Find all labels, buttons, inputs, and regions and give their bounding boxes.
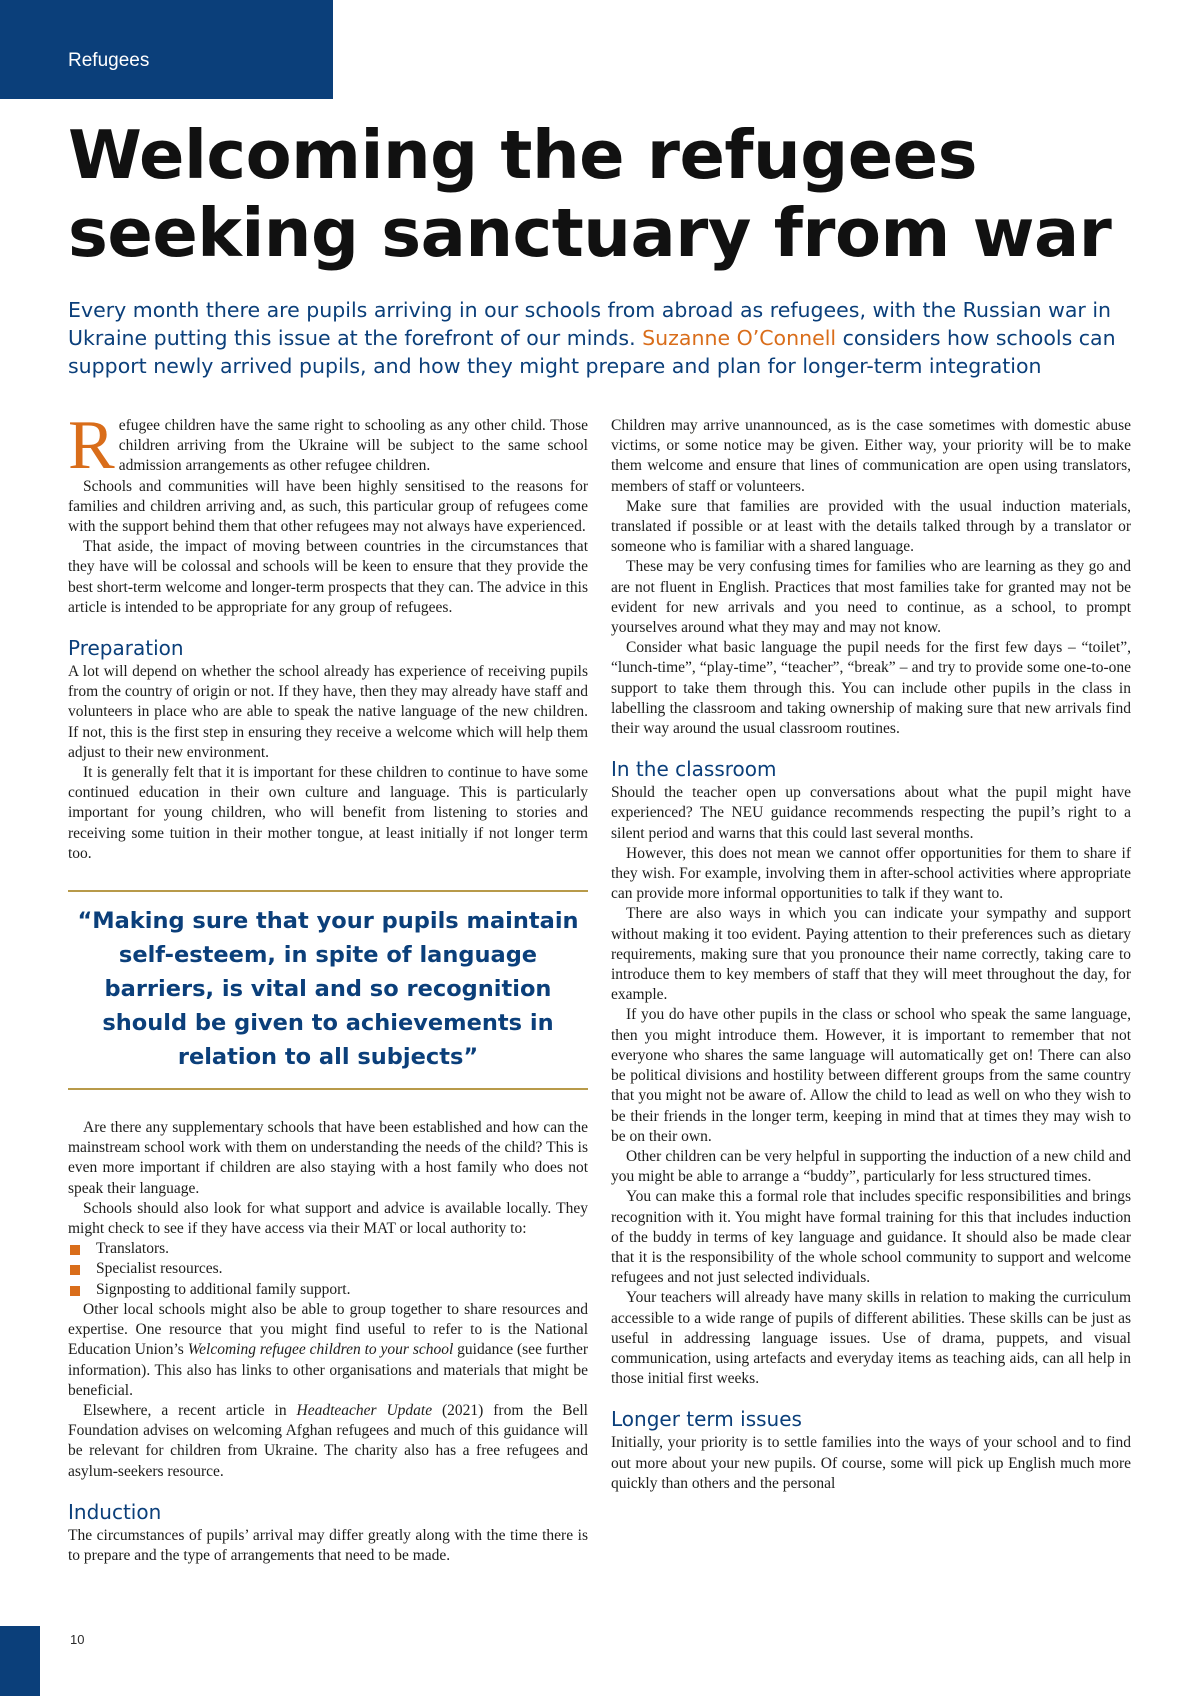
body-paragraph: You can make this a formal role that includes specific responsibilities and brings recognition with it. You might have formal training for this that includes induction of the buddy in terms of key language and guidance. It should also be made clear that it is the responsibility of the whole school community to support and welcome refugees and not just selected individuals.: [611, 1188, 1131, 1287]
pull-quote: “Making sure that your pupils maintain self-esteem, in spite of language barriers, is vital and so recognition should be given to achievements in relation to all subjects”: [68, 890, 588, 1090]
body-paragraph: Initially, your priority is to settle families into the ways of your school and to find out more about your new pupils. Of course, some will pick up English much more quickly than others and the personal: [611, 1434, 1131, 1492]
body-paragraph: However, this does not mean we cannot offer opportunities for them to share if they wish. For example, involving them in after-school activities where appropriate can provide more informal opportunities to talk if they want to.: [611, 844, 1131, 903]
support-list: [68, 1239, 588, 1300]
section-label: Refugees: [68, 50, 150, 71]
body-paragraph: The circumstances of pupils’ arrival may differ greatly along with the time there is to prepare and the type of arrangements that need to be made.: [68, 1526, 588, 1564]
intro-text: efugee children have the same right to schooling as any other child. Those children arriving from the Ukraine will be subject to the same school admission arrangements as other refugee children.: [118, 417, 588, 475]
body-paragraph: These may be very confusing times for families who are learning as they go and are not fluent in English. Practices that most families take for granted may not be evident for new arrivals and you need to continue, as a school, to prompt yourselves around what they may and may not know.: [611, 558, 1131, 637]
heading-in-the-classroom: In the classroom: [611, 757, 777, 782]
text-run: Elsewhere, a recent article in: [83, 1401, 297, 1419]
standfirst-lead: Every month there are pupils arriving in our schools from abroad as refugees, with the Russian war in Ukraine putting this issue at the forefront of our minds.: [68, 298, 1112, 350]
right-column: [611, 416, 1131, 1494]
article-title: Welcoming the refugees seeking sanctuary from war: [68, 116, 1112, 272]
publication-title: Headteacher Update: [296, 1401, 433, 1419]
left-column: [68, 407, 588, 1566]
body-paragraph: That aside, the impact of moving between countries in the circumstances that they have will be colossal and schools will be keen to ensure that they provide the best short-term welcome and longer-term prospects that they can. The advice in this article is intended to be appropriate for any group of refugees.: [68, 538, 588, 616]
body-paragraph: Make sure that families are provided with the usual induction materials, translated if possible or at least with the details talked through by a translator or someone who is familiar with a shared language.: [611, 497, 1131, 556]
body-paragraph: There are also ways in which you can indicate your sympathy and support without making it too evident. Paying attention to their preferences such as dietary requirements, making sure that you pronounce their name correctly, taking care to introduce them to key members of staff that they will meet throughout the day, for example.: [611, 905, 1131, 1004]
text-run: guidance (see further information). This also has links to other organisations and materials that might be beneficial.: [68, 1341, 588, 1399]
text-run: Other local schools might also be able to group together to share resources and expertise. One resource that you might find useful to refer to is the National Education Union’s: [68, 1300, 588, 1359]
body-paragraph: Schools and communities will have been highly sensitised to the reasons for families and children arriving and, as such, this particular group of refugees come with the support behind them that other refugees may not always have experienced.: [68, 477, 588, 536]
heading-induction: Induction: [68, 1499, 162, 1524]
publication-title: Welcoming refugee children to your school: [187, 1341, 454, 1359]
body-paragraph: Are there any supplementary schools that have been established and how can the mainstream school work with them on understanding the needs of the child? This is even more important if children are also staying with a host family who does not speak their language.: [68, 1119, 588, 1197]
text-run: (2021) from the Bell Foundation advises on welcoming Afghan refugees and much of this guidance will be relevant for children from Ukraine. The charity also has a free refugees and asylum-seekers resource.: [68, 1401, 588, 1480]
author-name: Suzanne O’Connell: [642, 326, 837, 350]
standfirst: [68, 296, 1138, 380]
intro-paragraph: [68, 407, 588, 484]
heading-preparation: Preparation: [68, 636, 184, 661]
body-paragraph: Children may arrive unannounced, as is the case sometimes with domestic abuse victims, or some notice may be given. Either way, your priority will be to make them welcome and ensure that lines of communication are open using translators, members of staff or volunteers.: [611, 417, 1131, 495]
body-paragraph: Should the teacher open up conversations about what the pupil might have experienced? The NEU guidance recommends respecting the pupil’s right to a silent period and warns that this could last several months.: [611, 784, 1131, 842]
body-paragraph: Other children can be very helpful in supporting the induction of a new child and you might be able to arrange a “buddy”, particularly for less structured times.: [611, 1147, 1131, 1186]
body-paragraph: [68, 1401, 588, 1482]
body-paragraph: If you do have other pupils in the class or school who speak the same language, then you might introduce them. However, it is important to remember that not everyone who shares the same language will automatically get on! There can also be political divisions and hostility between different groups from the same country that you might not be aware of. Allow the child to lead as well on who they wish to be their friends in the longer term, keeping in mind that at times they may wish to be on their own.: [611, 1006, 1131, 1145]
page-edge-strip: [0, 1626, 40, 1696]
drop-cap: R: [68, 407, 115, 484]
body-paragraph: Your teachers will already have many skills in relation to making the curriculum accessible to a wide range of pupils of different abilities. These skills can be just as useful in addressing language issues. Use of drama, puppets, and visual communication, using artefacts and everyday items as teaching aids, can all help in those initial first weeks.: [611, 1289, 1131, 1388]
list-item: Translators.: [68, 1239, 588, 1259]
body-paragraph: It is generally felt that it is important for these children to continue to have some continued education in their own culture and language. This is particularly important for young children, who will benefit from listening to stories and receiving some tuition in their mother tongue, at least initially if not longer term too.: [68, 764, 588, 862]
body-paragraph: Schools should also look for what support and advice is available locally. They might check to see if they have access via their MAT or local authority to:: [68, 1199, 588, 1238]
list-item: Specialist resources.: [68, 1259, 588, 1279]
standfirst-tail: considers how schools can support newly arrived pupils, and how they might prepare and plan for longer-term integration: [68, 326, 1116, 378]
list-item: Signposting to additional family support.: [68, 1280, 588, 1300]
page-number: 10: [70, 1632, 85, 1647]
body-paragraph: Consider what basic language the pupil needs for the first few days – “toilet”, “lunch-time”, “play-time”, “teacher”, “break” – and try to provide some one-to-one support to take them through this. You can include other pupils in the class in labelling the classroom and taking ownership of making sure that new arrivals find their way around the usual classroom routines.: [611, 639, 1131, 738]
section-tab: [0, 0, 333, 99]
heading-longer-term-issues: Longer term issues: [611, 1407, 802, 1432]
body-paragraph: A lot will depend on whether the school already has experience of receiving pupils from the country of origin or not. If they have, then they may already have staff and volunteers in place who are able to speak the native language of the new children. If not, this is the first step in ensuring they receive a welcome which will help them adjust to their new environment.: [68, 663, 588, 761]
body-paragraph: [68, 1300, 588, 1401]
